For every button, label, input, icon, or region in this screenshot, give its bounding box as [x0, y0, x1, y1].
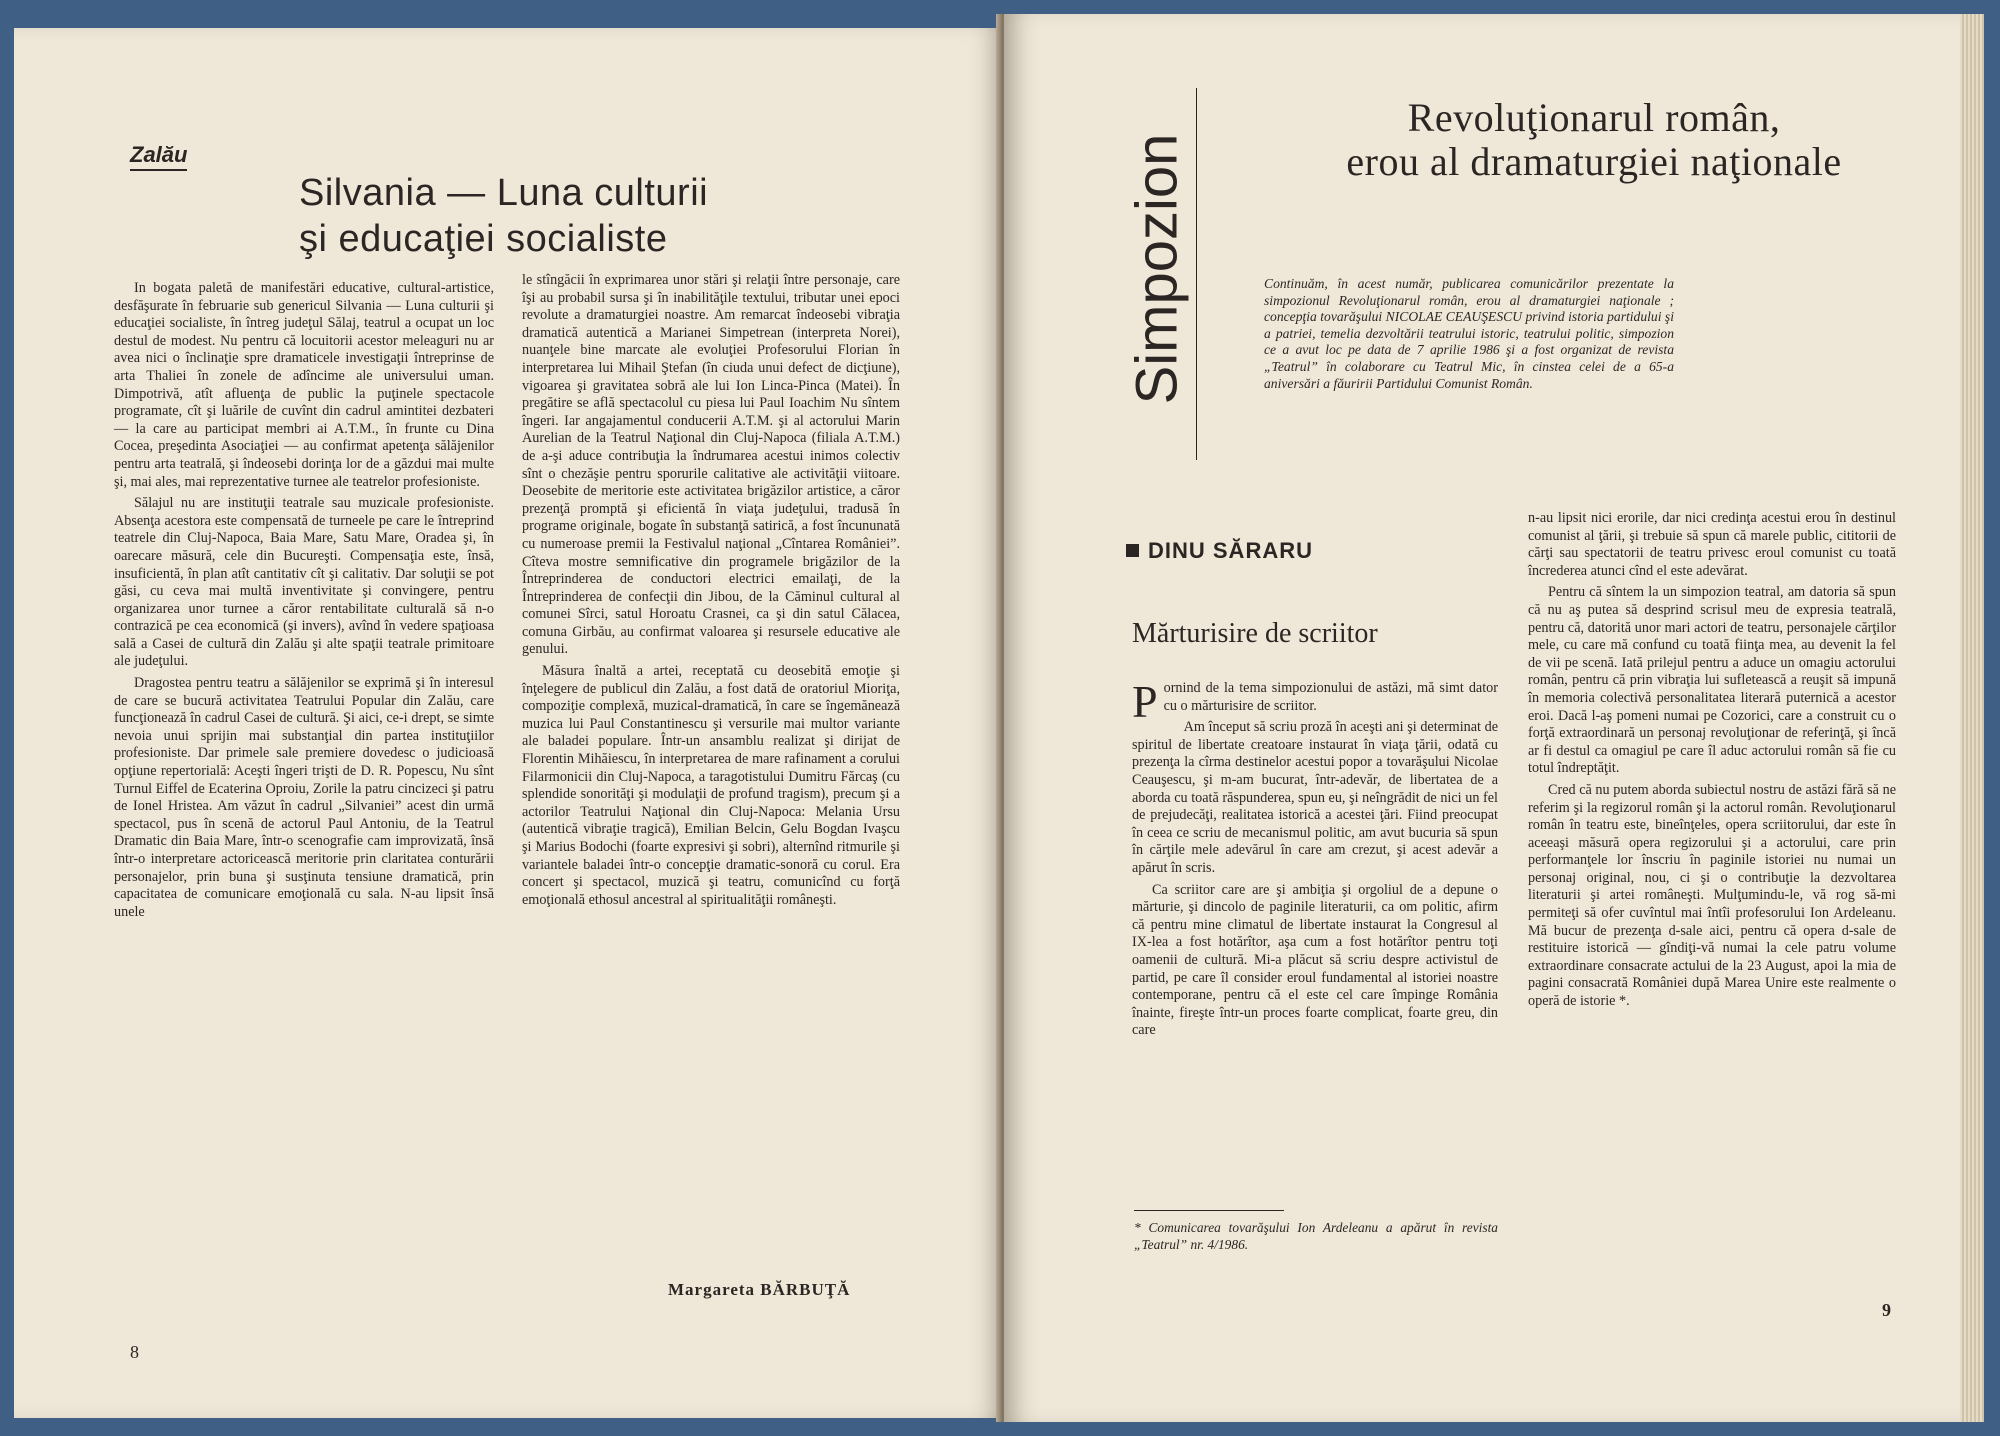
paragraph: n-au lipsit nici erorile, dar nici credinţa acestui erou în destinul comunist al ţării, şi trebuie să spun că marele public, cititorii de cărţi sau spectatorii de teatru privesc eroul comunist cu toată încrederea atunci cînd el este adevărat. — [1528, 510, 1896, 579]
left-headline-line2: şi educaţiei socialiste — [299, 218, 668, 260]
subhead: Mărturisire de scriitor — [1132, 618, 1378, 649]
right-page — [1004, 14, 1984, 1422]
intro-note: Continuăm, în acest număr, publicarea comunicărilor prezentate la simpozionul Revoluţionarul român, erou al dramaturgiei naţionale ; concepţia tovarăşului NICOLAE CEAUŞESCU privind istoria partidului şi a patriei, temelia dezvoltării teatrului istoric, teatrului politic, simpozion ce a avut loc pe data de 7 aprilie 1986 şi a fost organizat de revista „Teatrul” în colaborare cu Teatrul Mic, în cinstea celei de a 65-a aniversări a făuririi Partidului Comunist Român. — [1264, 276, 1674, 391]
paragraph: Măsura înaltă a artei, receptată cu deosebită emoţie şi înţelegere de publicul din Zalău, a fost dată de oratoriul Mioriţa, compoziţie complexă, muzical-dramatică, în care se îngemănează muzica lui Paul Constantinescu şi versurile mai multor variante ale baladei populare. Într-un ansamblu realizat şi dirijat de Florentin Mihăiescu, în interpretarea de mare rafinament a corului Filarmonicii din Cluj-Napoca, a taragotistului Dumitru Fărcaş (cu splendide sonorităţi şi modulaţii de profund tragism), precum şi a actorilor Teatrului Naţional din Cluj-Napoca: Melania Ursu (autentică vibraţie tragică), Emilian Belcin, Gelu Bogdan Ivaşcu şi Marius Bodochi (foarte expresivi şi sobri), alternînd ritmurile şi variantele baladei într-o concepţie dramatic-sonoră cu corul. Era concert şi spectacol, muzică şi teatru, comunicînd cu forţă emoţională ethosul ancestral al spiritualităţii româneşti. — [522, 663, 900, 908]
section-label — [1116, 84, 1198, 454]
page-number: 8 — [130, 1342, 139, 1362]
paragraph: Ca scriitor care are şi ambiţia şi orgoliul de a depune o mărturie, şi dincolo de paginile literaturii, ca om politic, afirm că pentru mine climatul de libertate instaurat la Congresul al IX-lea a fost hotărîtor, aşa cum a fost hotărîtor pentru toţi oamenii de cultură. Mi-a plăcut să scriu despre activistul de partid, pe care îl consider eroul fundamental al istoriei noastre contemporane, pentru că el este cel care împinge România înainte, fireşte într-un proces foarte complicat, foarte greu, din care — [1132, 881, 1498, 1039]
page-number: 9 — [1882, 1300, 1891, 1320]
kicker-location: Zalău — [130, 142, 187, 171]
left-headline-line1: Silvania — Luna culturii — [299, 172, 709, 214]
paragraph: Sălajul nu are instituţii teatrale sau muzicale profesioniste. Absenţa acestora este compensată de turneele pe care le întreprind teatrele din Cluj-Napoca, Baia Mare, Satu Mare, Oradea şi, în oarecare măsură, cele din Bucureşti. Compensaţia este, însă, insuficientă, în plan atît cantitativ cît şi calitativ. Dar soluţii se pot găsi, cu ceva mai multă inventivitate şi convingere, pentru organizarea unor turnee a căror rentabilitate culturală să n-o contrazică pe cea economică (şi invers), avînd în vedere spaţioasa sală a Casei de cultură din Zalău şi alte spaţii teatrale primitoare ale judeţului. — [114, 495, 494, 670]
left-column-2 — [522, 272, 900, 1282]
footnote-rule — [1134, 1210, 1284, 1211]
paragraph: Pentru că sîntem la un simpozion teatral, am datoria să spun că nu aş putea să desprind scrisul meu de expresia teatrală, pentru că, datorită unor mari actori de teatru, personajele cărţilor mele, cu care mă confund cu toată fiinţa mea, au devenit la fel de vii pe scenă. Iată prilejul pentru a aduce un omagiu actorului român, pentru că prin vibraţia lui sufletească a reuşit să impună în memoria colectivă personalitatea literară puternică a acestor eroi. Dacă l-aş pomeni numai pe Cozorici, care a construit cu o forţă extraordinară un personaj revoluţionar de referinţă, şi încă ar fi destul ca omagiul pe care îl aduc actorului român să fie cu totul îndreptăţit. — [1528, 584, 1896, 777]
right-headline — [1224, 96, 1964, 184]
right-column-1 — [1132, 676, 1498, 1200]
paragraph: Cred că nu putem aborda subiectul nostru de astăzi fără să ne referim şi la regizorul român şi la actorul român. Revoluţionarul român în teatru este, bineînţeles, opera scriitorului, dar este în aceeaşi măsură opera regizorului şi a actorului, care prin performanţele lor înscriu în paginile istoriei nu numai un personaj original, nou, ci şi o contribuţie la dezvoltarea literaturii şi artei româneşti. Mulţumindu-le, vă rog să-mi permiteţi să ofer cuvîntul mai întîi profesorului Ion Ardeleanu. Mă bucur de prezenţa d-sale aici, pentru că opera d-sale de restituire istorică — gîndiţi-vă numai la cele patru volume extraordinare consacrate actului de la 23 August, apoi la mia de pagini consacrată României după Marea Unire este realmente o operă de istorie *. — [1528, 781, 1896, 1010]
paragraph-lead-text: ornind de la tema simpozionului de astăzi, mă simt dator cu o mărturisire de scriitor. — [1163, 680, 1498, 714]
drop-cap: P — [1132, 676, 1158, 727]
left-page — [14, 28, 1004, 1418]
left-headline — [299, 170, 769, 262]
right-column-2 — [1528, 510, 1896, 1280]
section-label-text: Simpozion — [1124, 133, 1190, 405]
paragraph-lead — [1132, 676, 1498, 727]
paragraph: Am început să scriu proză în aceşti ani şi determinat de spiritul de libertate creatoare instaurat în viaţa ţării, odată cu prezenţa la cîrma destinelor acestui popor a tovarăşului Nicolae Ceauşescu, şi m-am bucurat, într-adevăr, de libertatea de a aborda cu toată răspunderea, spun eu, şi neîngrădit de nici un fel de prejudecăţi, realitatea istorică a acestei ţări. Fiind preocupat în ceea ce scriu de mecanismul politic, am avut bucuria să spun în cărţile mele adevărul în care am crezut, şi acest adevăr a apărut în scris. — [1132, 719, 1498, 876]
right-headline-line2: erou al dramaturgiei naţionale — [1346, 139, 1842, 184]
byline: Margareta BĂRBUŢĂ — [668, 1280, 851, 1299]
paragraph: Dragostea pentru teatru a sălăjenilor se exprimă şi în interesul de care se bucură activitatea Teatrului Popular din Zalău, care funcţionează în cadrul Casei de cultură. Şi aici, ce-i drept, se simte nevoia unui sprijin mai substanţial din partea instituţiilor profesioniste. Dar primele sale premiere dovedesc o judicioasă opţiune repertorială: Aceşti îngeri trişti de D. R. Popescu, Nu sînt Turnul Eiffel de Ecaterina Oproiu, Zorile la patru cincizeci şi patru de Ionel Hristea. Am văzut în cadrul „Silvaniei” acest din urmă spectacol, pus în scenă de actorul Paul Antoniu, de la Teatrul Dramatic din Baia Mare, într-o scenografie cam improvizată, însă într-o interpretare actoricească meritorie prin claritatea conturării personajelor, prin buna şi susţinuta tensiune dramatică, prin capacitatea de comunicare emoţională cu sala. N-au lipsit însă unele — [114, 675, 494, 920]
author-name — [1126, 538, 1313, 564]
page-edge — [1960, 14, 1984, 1422]
vertical-rule — [1196, 88, 1197, 460]
right-headline-line1: Revoluţionarul român, — [1407, 95, 1781, 140]
paragraph: le stîngăcii în exprimarea unor stări şi relaţii între personaje, care îşi au probabil sursa şi în inabilităţile textului, tributar unei epoci revolute a dramaturgiei noastre. Am remarcat îndeosebi vibraţia dramatică autentică a Marianei Simpetrean (interpreta Norei), nuanţele bine marcate ale evoluţiei Profesorului Florian în interpretarea lui Mihail Ştefan (în ciuda unui defect de dicţiune), vigoarea şi gravitatea sobră ale lui Ion Linca-Pinca (Matei). În pregătire se află spectacolul cu piesa lui Paul Ioachim Nu sîntem îngeri. Iar angajamentul conducerii A.T.M. şi al actorului Marin Aurelian de la Teatrul Naţional din Cluj-Napoca (filiala A.T.M.) de a-şi aduce contribuţia la îndrumarea acestui inimos colectiv sînt o chezăşie pentru sporurile calitative ale activităţii viitoare. Deosebite de meritorie este activitatea brigăzilor artistice, a căror prezenţă promptă şi eficientă în viaţa judeţului, tradusă în programe originale, bogate în substanţă satirică, a fost încununată cu numeroase premii la Festivalul naţional „Cîntarea României”. Cîteva mostre semnificative din programele brigăzilor de la Întreprinderea de conductori electrici emailaţi, de la Întreprinderea de confecţii din Jibou, de la Căminul cultural al comunei Sîrci, satul Horoatu Crasnei, ca şi din satul Călacea, comuna Girbău, au confirmat valoarea şi resursele educative ale genului. — [522, 272, 900, 658]
footnote: * Comunicarea tovarăşului Ion Ardeleanu a apărut în revista „Teatrul” nr. 4/1986. — [1134, 1220, 1498, 1252]
paragraph: In bogata paletă de manifestări educative, cultural-artistice, desfăşurate în februarie sub genericul Silvania — Luna culturii şi educaţiei socialiste, în întreg judeţul Sălaj, teatrul a ocupat un loc destul de modest. Nu pentru că locuitorii acestor meleaguri nu ar avea nici o înclinaţie spre dramaticele investigaţii întreprinse de arta Thaliei în zonele de adîncime ale universului uman. Dimpotrivă, atît afluenţa de public la puţinele spectacole programate, cît şi luările de cuvînt din cadrul amintitei dezbateri — la care au participat membri ai A.T.M., în frunte cu Dina Cocea, preşedinta Asociaţiei — au confirmat apetenţa sălăjenilor pentru arta teatrală, şi îndeosebi dorinţa lor de a găzdui mai multe şi, mai ales, mai reprezentative turnee ale teatrelor profesioniste. — [114, 280, 494, 490]
author-name-text: DINU SĂRARU — [1148, 538, 1313, 563]
square-bullet-icon — [1126, 544, 1139, 557]
left-column-1 — [114, 280, 494, 1340]
